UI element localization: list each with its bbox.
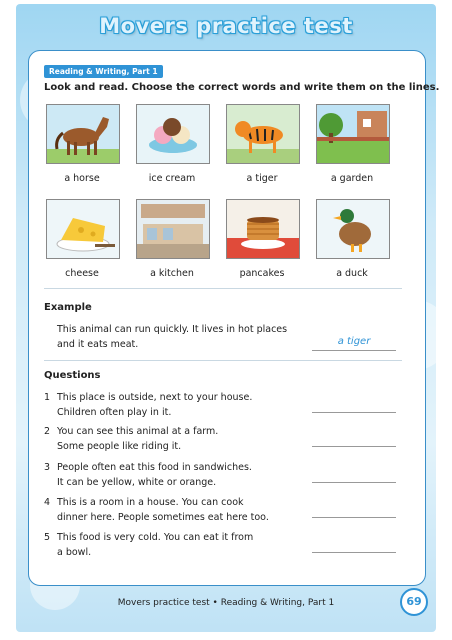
word-label: pancakes: [239, 268, 285, 279]
horse-picture: [46, 104, 120, 164]
divider: [44, 288, 402, 289]
answer-line[interactable]: [312, 482, 396, 483]
question-number: 2: [44, 426, 51, 437]
word-label: a garden: [330, 173, 374, 184]
example-heading: Example: [44, 302, 92, 313]
page-title: Movers practice test: [99, 14, 353, 38]
word-label: a tiger: [246, 173, 278, 184]
example-line-1: This animal can run quickly. It lives in hot places: [57, 324, 288, 335]
word-label: ice cream: [148, 173, 196, 184]
section-badge: Reading & Writing, Part 1: [44, 65, 163, 78]
question-line: This food is very cold. You can eat it from: [57, 532, 254, 543]
example-answer: a tiger: [337, 336, 371, 347]
question-number: 5: [44, 532, 51, 543]
example-line-2: and it eats meat.: [57, 339, 139, 350]
cheese-picture: [46, 199, 120, 259]
word-label: a horse: [64, 173, 100, 184]
ice-cream-picture: [136, 104, 210, 164]
word-label: a duck: [336, 268, 368, 279]
answer-line[interactable]: [312, 412, 396, 413]
question-line: dinner here. People sometimes eat here too.: [57, 512, 269, 523]
page-number: 69: [400, 588, 428, 616]
answer-line[interactable]: [312, 552, 396, 553]
question-number: 4: [44, 497, 51, 508]
word-label: cheese: [65, 268, 99, 279]
question-line: This place is outside, next to your house.: [57, 392, 253, 403]
question-line: Children often play in it.: [57, 407, 172, 418]
question-line: Some people like riding it.: [57, 441, 182, 452]
pancakes-picture: [226, 199, 300, 259]
word-label: a kitchen: [150, 268, 194, 279]
question-line: This is a room in a house. You can cook: [57, 497, 244, 508]
answer-line: [312, 350, 396, 351]
question-number: 1: [44, 392, 51, 403]
question-line: People often eat this food in sandwiches.: [57, 462, 252, 473]
duck-picture: [316, 199, 390, 259]
answer-line[interactable]: [312, 446, 396, 447]
divider: [44, 360, 402, 361]
question-line: You can see this animal at a farm.: [57, 426, 219, 437]
questions-heading: Questions: [44, 370, 101, 381]
kitchen-picture: [136, 199, 210, 259]
question-line: a bowl.: [57, 547, 92, 558]
page-footer: Movers practice test • Reading & Writing, Part 1: [117, 598, 335, 608]
instructions: Look and read. Choose the correct words and write them on the lines.: [44, 82, 440, 93]
garden-picture: [316, 104, 390, 164]
tiger-picture: [226, 104, 300, 164]
question-number: 3: [44, 462, 51, 473]
answer-line[interactable]: [312, 517, 396, 518]
question-line: It can be yellow, white or orange.: [57, 477, 217, 488]
